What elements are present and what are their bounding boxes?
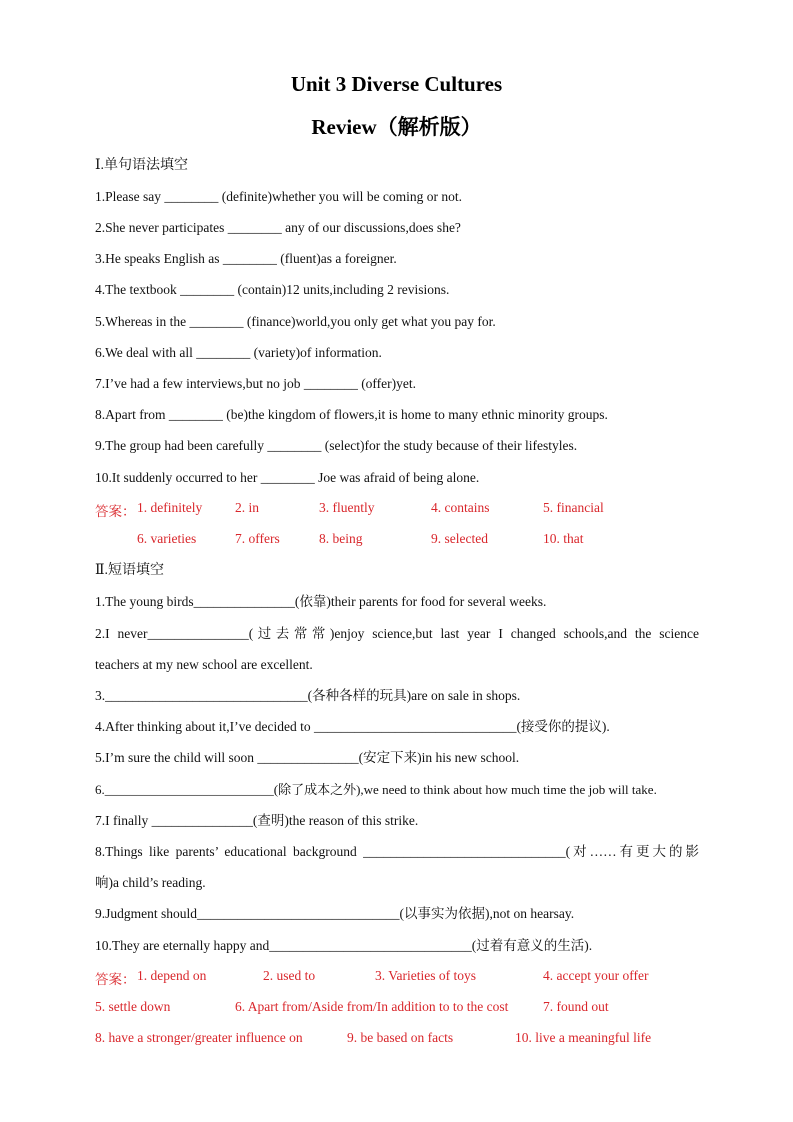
answer-item: 3. Varieties of toys <box>375 968 476 983</box>
answer-item: 1. definitely <box>137 500 203 515</box>
question-item: 4.The textbook ________ (contain)12 units,including 2 revisions. <box>95 282 450 297</box>
question-item: 6.__________________________(除了成本之外),we need to think about how much time the job will take. <box>95 782 657 797</box>
question-item: 8.Things like parents’ educational background ______________________________(对……有更大的影 <box>95 844 699 859</box>
question-item: 4.After thinking about it,I’ve decided to ______________________________(接受你的提议). <box>95 719 610 734</box>
question-item: 5.Whereas in the ________ (finance)world,you only get what you pay for. <box>95 314 496 329</box>
answer-item: 7. offers <box>235 531 280 546</box>
question-item: 2.She never participates ________ any of our discussions,does she? <box>95 220 461 235</box>
answer-item: 4. accept your offer <box>543 968 649 983</box>
question-item: 6.We deal with all ________ (variety)of information. <box>95 345 382 360</box>
question-item: 2.I never_______________(过去常常)enjoy science,but last year I changed schools,and the science <box>95 626 699 641</box>
document-subtitle: Review（解析版） <box>311 115 482 139</box>
section-heading-grammar: Ⅰ.单句语法填空 <box>95 158 189 173</box>
section-heading-phrases: Ⅱ.短语填空 <box>95 563 165 578</box>
answer-item: 9. selected <box>431 531 488 546</box>
answer-item: 6. Apart from/Aside from/In addition to to the cost <box>235 999 509 1014</box>
question-item: 10.It suddenly occurred to her ________ Joe was afraid of being alone. <box>95 470 480 485</box>
answer-item: 1. depend on <box>137 968 207 983</box>
answer-item: 3. fluently <box>319 500 375 515</box>
answer-label: 答案： <box>95 504 136 519</box>
document-title: Unit 3 Diverse Cultures <box>290 72 503 96</box>
question-item: 7.I’ve had a few interviews,but no job ________ (offer)yet. <box>95 376 417 391</box>
question-item: 8.Apart from ________ (be)the kingdom of flowers,it is home to many ethnic minority groups. <box>95 407 608 422</box>
answer-item: 6. varieties <box>137 531 197 546</box>
question-item: 9.Judgment should______________________________(以事实为依据),not on hearsay. <box>95 906 575 921</box>
question-item: 7.I finally _______________(查明)the reason of this strike. <box>95 813 419 828</box>
question-item-continuation: teachers at my new school are excellent. <box>95 657 313 672</box>
answer-item: 9. be based on facts <box>347 1030 454 1045</box>
answer-item: 5. settle down <box>95 999 171 1014</box>
answer-item: 7. found out <box>543 999 609 1014</box>
answer-item: 10. live a meaningful life <box>515 1030 652 1045</box>
answer-item: 2. used to <box>263 968 316 983</box>
answer-item: 4. contains <box>431 500 490 515</box>
question-item: 5.I’m sure the child will soon _______________(安定下来)in his new school. <box>95 750 520 765</box>
question-item: 3.He speaks English as ________ (fluent)as a foreigner. <box>95 251 397 266</box>
question-item: 3.______________________________(各种各样的玩具)are on sale in shops. <box>95 688 521 703</box>
answer-item: 2. in <box>235 500 260 515</box>
answer-label: 答案： <box>95 972 136 987</box>
answer-item: 8. being <box>319 531 363 546</box>
answer-item: 10. that <box>543 531 584 546</box>
question-item: 9.The group had been carefully ________ (select)for the study because of their lifestyles. <box>95 438 578 453</box>
question-item-continuation: 响)a child’s reading. <box>95 875 206 890</box>
question-item: 1.Please say ________ (definite)whether you will be coming or not. <box>95 189 463 204</box>
question-item: 1.The young birds_______________(依靠)their parents for food for several weeks. <box>95 594 547 609</box>
question-item: 10.They are eternally happy and______________________________(过着有意义的生活). <box>95 938 593 953</box>
answer-item: 5. financial <box>543 500 604 515</box>
answer-item: 8. have a stronger/greater influence on <box>95 1030 303 1045</box>
